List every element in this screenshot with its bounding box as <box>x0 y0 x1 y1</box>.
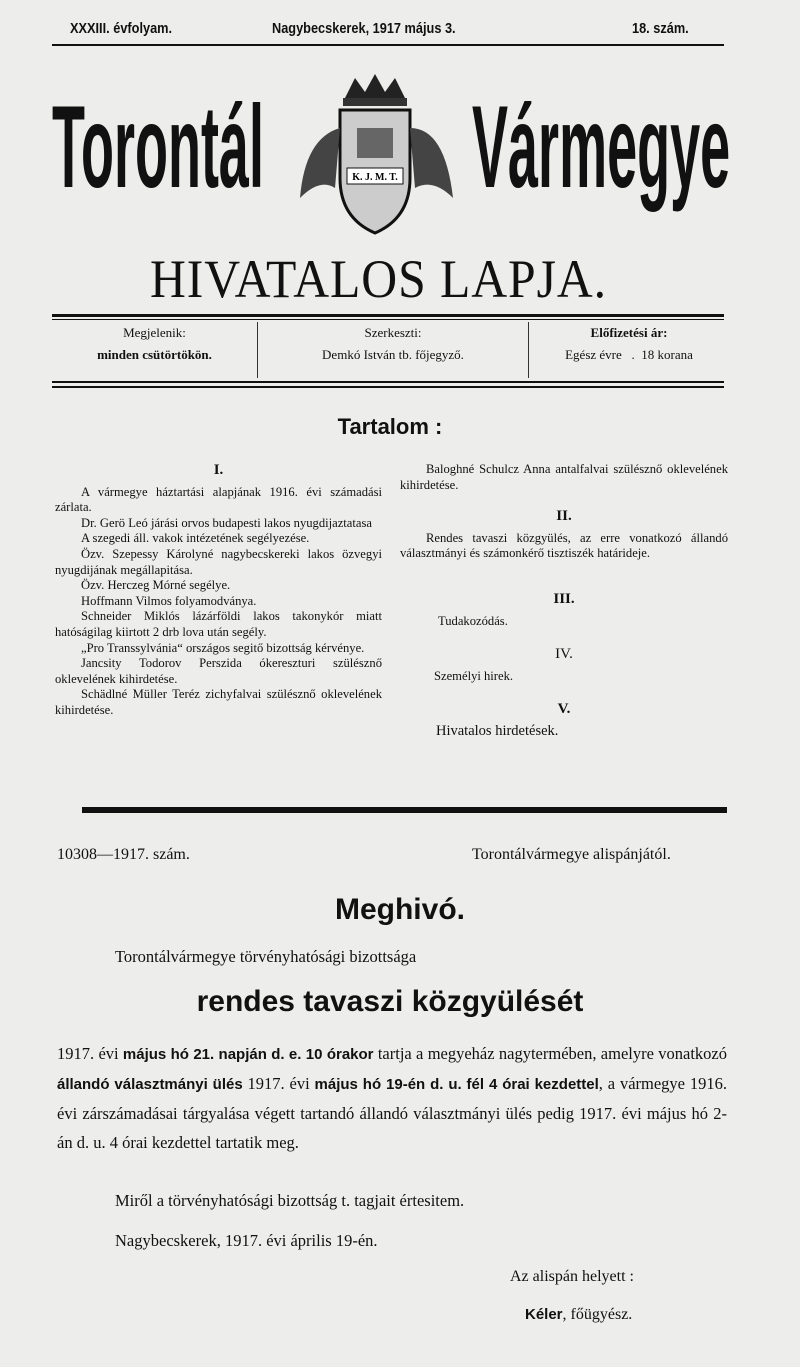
contents-left-column <box>55 455 382 719</box>
contents-item: Schneider Miklós lázárföldi lakos takonykór miatt hatóságilag kiirtott 2 drb lova után segély. <box>55 609 382 639</box>
signature-name: Kéler <box>525 1306 563 1323</box>
contents-item: Özv. Szepessy Károlyné nagybecskereki lakos özvegyi nyugdijának megállapitása. <box>55 546 382 577</box>
contents-item: A szegedi áll. vakok intézetének segélyezése. <box>81 531 310 546</box>
notice-headline: rendes tavaszi közgyülését <box>196 985 584 1018</box>
contents-item: „Pro Transsylvánia“ országos segitő bizottság kérvénye. <box>81 640 365 655</box>
contents-item: Hivatalos hirdetések. <box>436 722 559 739</box>
notice-body <box>57 1039 727 1157</box>
contents-item: Jancsity Todorov Perszida ókereszturi szülésznő oklevelének kihirdetése. <box>55 656 382 686</box>
divider <box>52 44 724 46</box>
subscription-value: Egész évre . 18 korana <box>565 347 693 362</box>
divider <box>52 381 724 383</box>
section-heading: V. <box>557 701 571 718</box>
notice-body-text: tartja a megyeház nagytermében, amelyre vonatkozó <box>373 1044 727 1063</box>
contents-right-column <box>400 462 728 740</box>
signature-role: Az alispán helyett : <box>510 1268 634 1285</box>
contents-item: Személyi hirek. <box>434 668 514 683</box>
divider <box>52 319 724 320</box>
publication-info <box>52 322 257 378</box>
contents-item: Baloghné Schulcz Anna antalfalvai szülésznő oklevelének kihirdetése. <box>400 462 728 492</box>
notice-body-emphasis: május hó 21. napján d. e. 10 órakor <box>122 1046 374 1063</box>
contents-item: Dr. Gerö Leó járási orvos budapesti lakos nyugdijaztatasa <box>81 515 372 530</box>
contents-item: Tudakozódás. <box>438 613 508 628</box>
issue-number: 18. szám. <box>632 20 689 37</box>
section-heading: IV. <box>555 646 573 663</box>
crest-label: K. J. M. T. <box>352 172 398 183</box>
signature <box>525 1306 632 1324</box>
title-right: Vármegye <box>472 80 731 213</box>
title-left: Torontál <box>52 80 264 213</box>
published-label: Megjelenik: <box>123 325 186 340</box>
contents-item: Rendes tavaszi közgyülés, az erre vonatkozó állandó választmányi és számonkérő tisztiszék határideje. <box>400 530 728 561</box>
notice-body-text: , a vármegye 1916. évi zárszámadásai tárgyalása végett tartandó állandó választmányi ülés pedig 1917. évi május hó 2-án d. u. 4 órai kezdettel tartatik meg. <box>57 1074 727 1152</box>
notice-body-emphasis: május hó 19-én d. u. fél 4 órai kezdettel <box>314 1076 599 1093</box>
notice-title: Meghivó. <box>334 893 465 926</box>
subscription-info <box>529 322 729 378</box>
divider <box>82 807 727 813</box>
signature-title: , főügyész. <box>562 1306 633 1323</box>
notice-notify: Miről a törvényhatósági bizottság t. tagjait értesitem. <box>115 1191 465 1210</box>
notice-intro: Torontálvármegye törvényhatósági bizottsága <box>115 947 417 966</box>
editor-label: Szerkeszti: <box>364 325 422 340</box>
section-heading: III. <box>553 590 575 607</box>
contents-item: Schädlné Müller Teréz zichyfalvai szülésznő oklevelének kihirdetése. <box>55 687 382 717</box>
coat-of-arms-icon <box>285 68 465 243</box>
contents-item: A vármegye háztartási alapjának 1916. évi számadási zárlata. <box>55 484 382 515</box>
contents-item: Özv. Herczeg Mórné segélye. <box>81 578 231 593</box>
notice-number: 10308—1917. szám. <box>57 846 190 863</box>
divider <box>52 386 724 388</box>
divider <box>52 314 724 317</box>
editor-info <box>258 322 528 378</box>
section-heading: I. <box>213 462 224 478</box>
subscription-label: Előfizetési ár: <box>590 325 668 340</box>
editor-value: Demkó István tb. főjegyző. <box>322 347 464 362</box>
notice-body-text: 1917. évi <box>242 1074 315 1093</box>
published-value: minden csütörtökön. <box>97 347 212 362</box>
place-date: Nagybecskerek, 1917 május 3. <box>272 20 456 37</box>
notice-body-text: 1917. évi <box>57 1044 123 1063</box>
notice-body-emphasis: állandó választmányi ülés <box>57 1076 243 1093</box>
contents-item: Hoffmann Vilmos folyamodványa. <box>81 593 257 608</box>
subtitle: HIVATALOS LAPJA. <box>150 249 607 309</box>
volume-number: XXXIII. évfolyam. <box>70 20 173 37</box>
notice-source: Torontálvármegye alispánjától. <box>472 846 671 863</box>
section-heading: II. <box>556 508 572 525</box>
contents-title: Tartalom : <box>337 414 443 439</box>
notice-date: Nagybecskerek, 1917. évi április 19-én. <box>115 1231 378 1250</box>
